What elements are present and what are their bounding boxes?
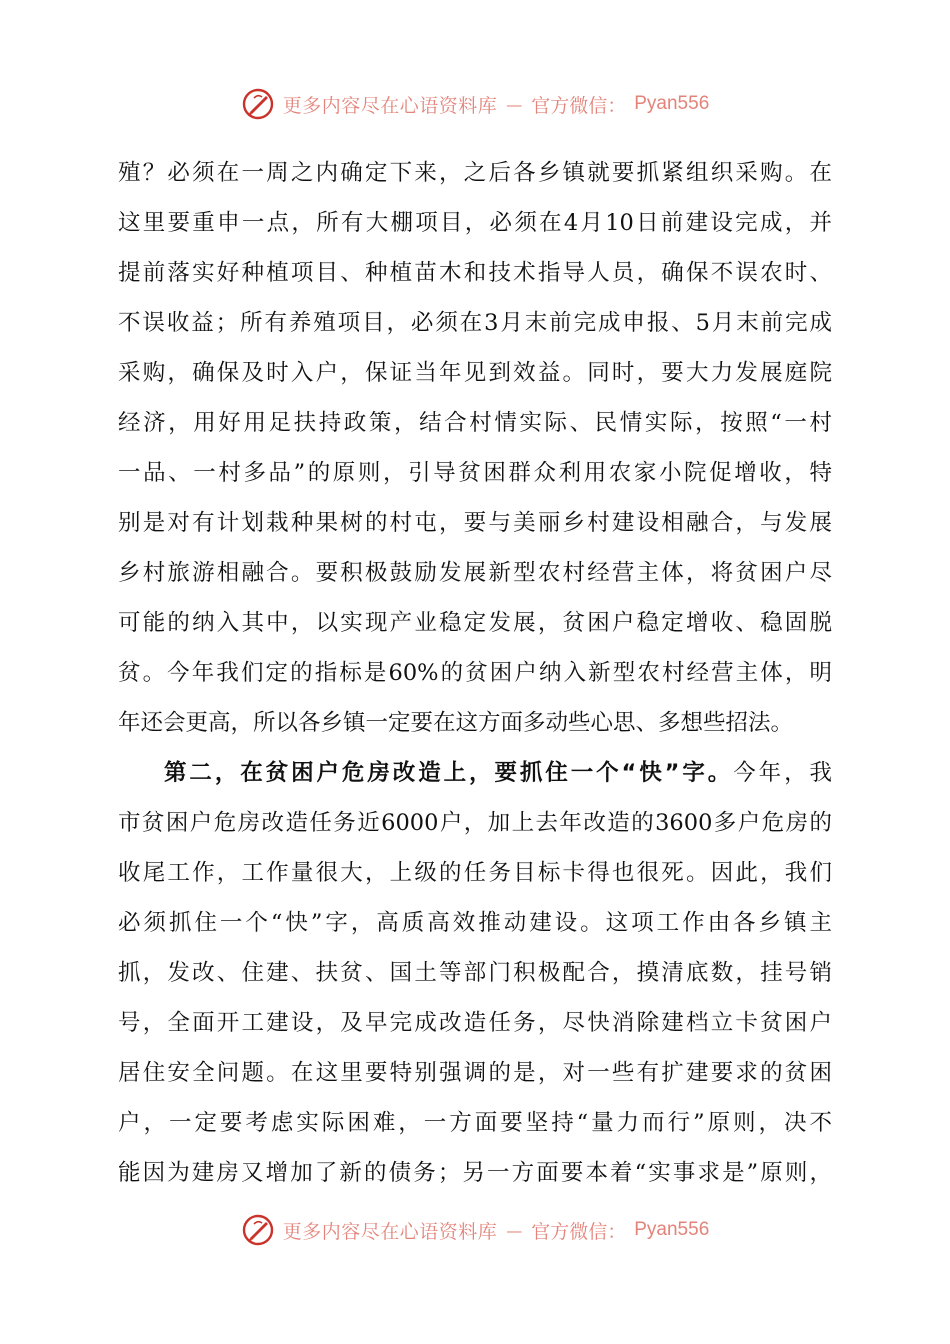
watermark-label: 官方微信：	[531, 94, 627, 117]
text-line: 这里要重申一点，所有大棚项目，必须在4月10日前建设完成，并	[118, 210, 832, 236]
text-line: 一品、一村多品”的原则，引导贫困群众利用农家小院促增收，特	[118, 460, 832, 486]
pen-logo-icon	[241, 87, 275, 121]
text-line: 号，全面开工建设，及早完成改造任务，尽快消除建档立卡贫困户	[118, 1010, 832, 1036]
text-line: 能因为建房又增加了新的债务；另一方面要本着“实事求是”原则，	[118, 1160, 832, 1186]
text-line: 采购，确保及时入户，保证当年见到效益。同时，要大力发展庭院	[118, 360, 832, 386]
document-body	[118, 148, 832, 1198]
paragraph-1	[118, 148, 832, 748]
paragraph-2	[118, 748, 832, 1198]
watermark-main-text: 更多内容尽在心语资料库	[282, 94, 498, 117]
text-line: 户，一定要考虑实际困难，一方面要坚持“量力而行”原则，决不	[118, 1110, 832, 1136]
text-line: 可能的纳入其中，以实现产业稳定发展，贫困户稳定增收、稳固脱	[118, 610, 832, 636]
watermark-separator: —	[506, 1220, 523, 1240]
heading-line-rest: 今年，我	[733, 760, 832, 786]
watermark-main-text: 更多内容尽在心语资料库	[282, 1220, 498, 1243]
footer-watermark	[0, 1210, 950, 1250]
text-line: 不误收益；所有养殖项目，必须在3月末前完成申报、5月末前完成	[118, 310, 832, 336]
text-line: 抓，发改、住建、扶贫、国土等部门积极配合，摸清底数，挂号销	[118, 960, 832, 986]
text-line: 市贫困户危房改造任务近6000户，加上去年改造的3600多户危房的	[118, 810, 832, 836]
text-line: 经济，用好用足扶持政策，结合村情实际、民情实际，按照“一村	[118, 410, 832, 436]
pen-logo-icon	[241, 1213, 275, 1247]
watermark-wechat-id: Pyan556	[634, 93, 710, 114]
text-line: 乡村旅游相融合。要积极鼓励发展新型农村经营主体，将贫困户尽	[118, 560, 832, 586]
watermark-label: 官方微信：	[531, 1220, 627, 1243]
text-line: 居住安全问题。在这里要特别强调的是，对一些有扩建要求的贫困	[118, 1060, 832, 1086]
section-heading: 第二，在贫困户危房改造上，要抓住一个“快”字。	[164, 760, 734, 786]
text-line: 提前落实好种植项目、种植苗木和技术指导人员，确保不误农时、	[118, 260, 832, 286]
text-line: 别是对有计划栽种果树的村屯，要与美丽乡村建设相融合，与发展	[118, 510, 832, 536]
text-line: 贫。今年我们定的指标是60%的贫困户纳入新型农村经营主体，明	[118, 660, 832, 686]
watermark-separator: —	[506, 94, 523, 114]
text-line	[118, 748, 832, 798]
text-line: 年还会更高，所以各乡镇一定要在这方面多动些心思、多想些招法。	[118, 710, 794, 736]
text-line: 必须抓住一个“快”字，高质高效推动建设。这项工作由各乡镇主	[118, 910, 832, 936]
text-line: 收尾工作，工作量很大，上级的任务目标卡得也很死。因此，我们	[118, 860, 832, 886]
text-line: 殖？必须在一周之内确定下来，之后各乡镇就要抓紧组织采购。在	[118, 160, 832, 186]
watermark-wechat-id: Pyan556	[634, 1219, 710, 1240]
header-watermark	[0, 84, 950, 124]
